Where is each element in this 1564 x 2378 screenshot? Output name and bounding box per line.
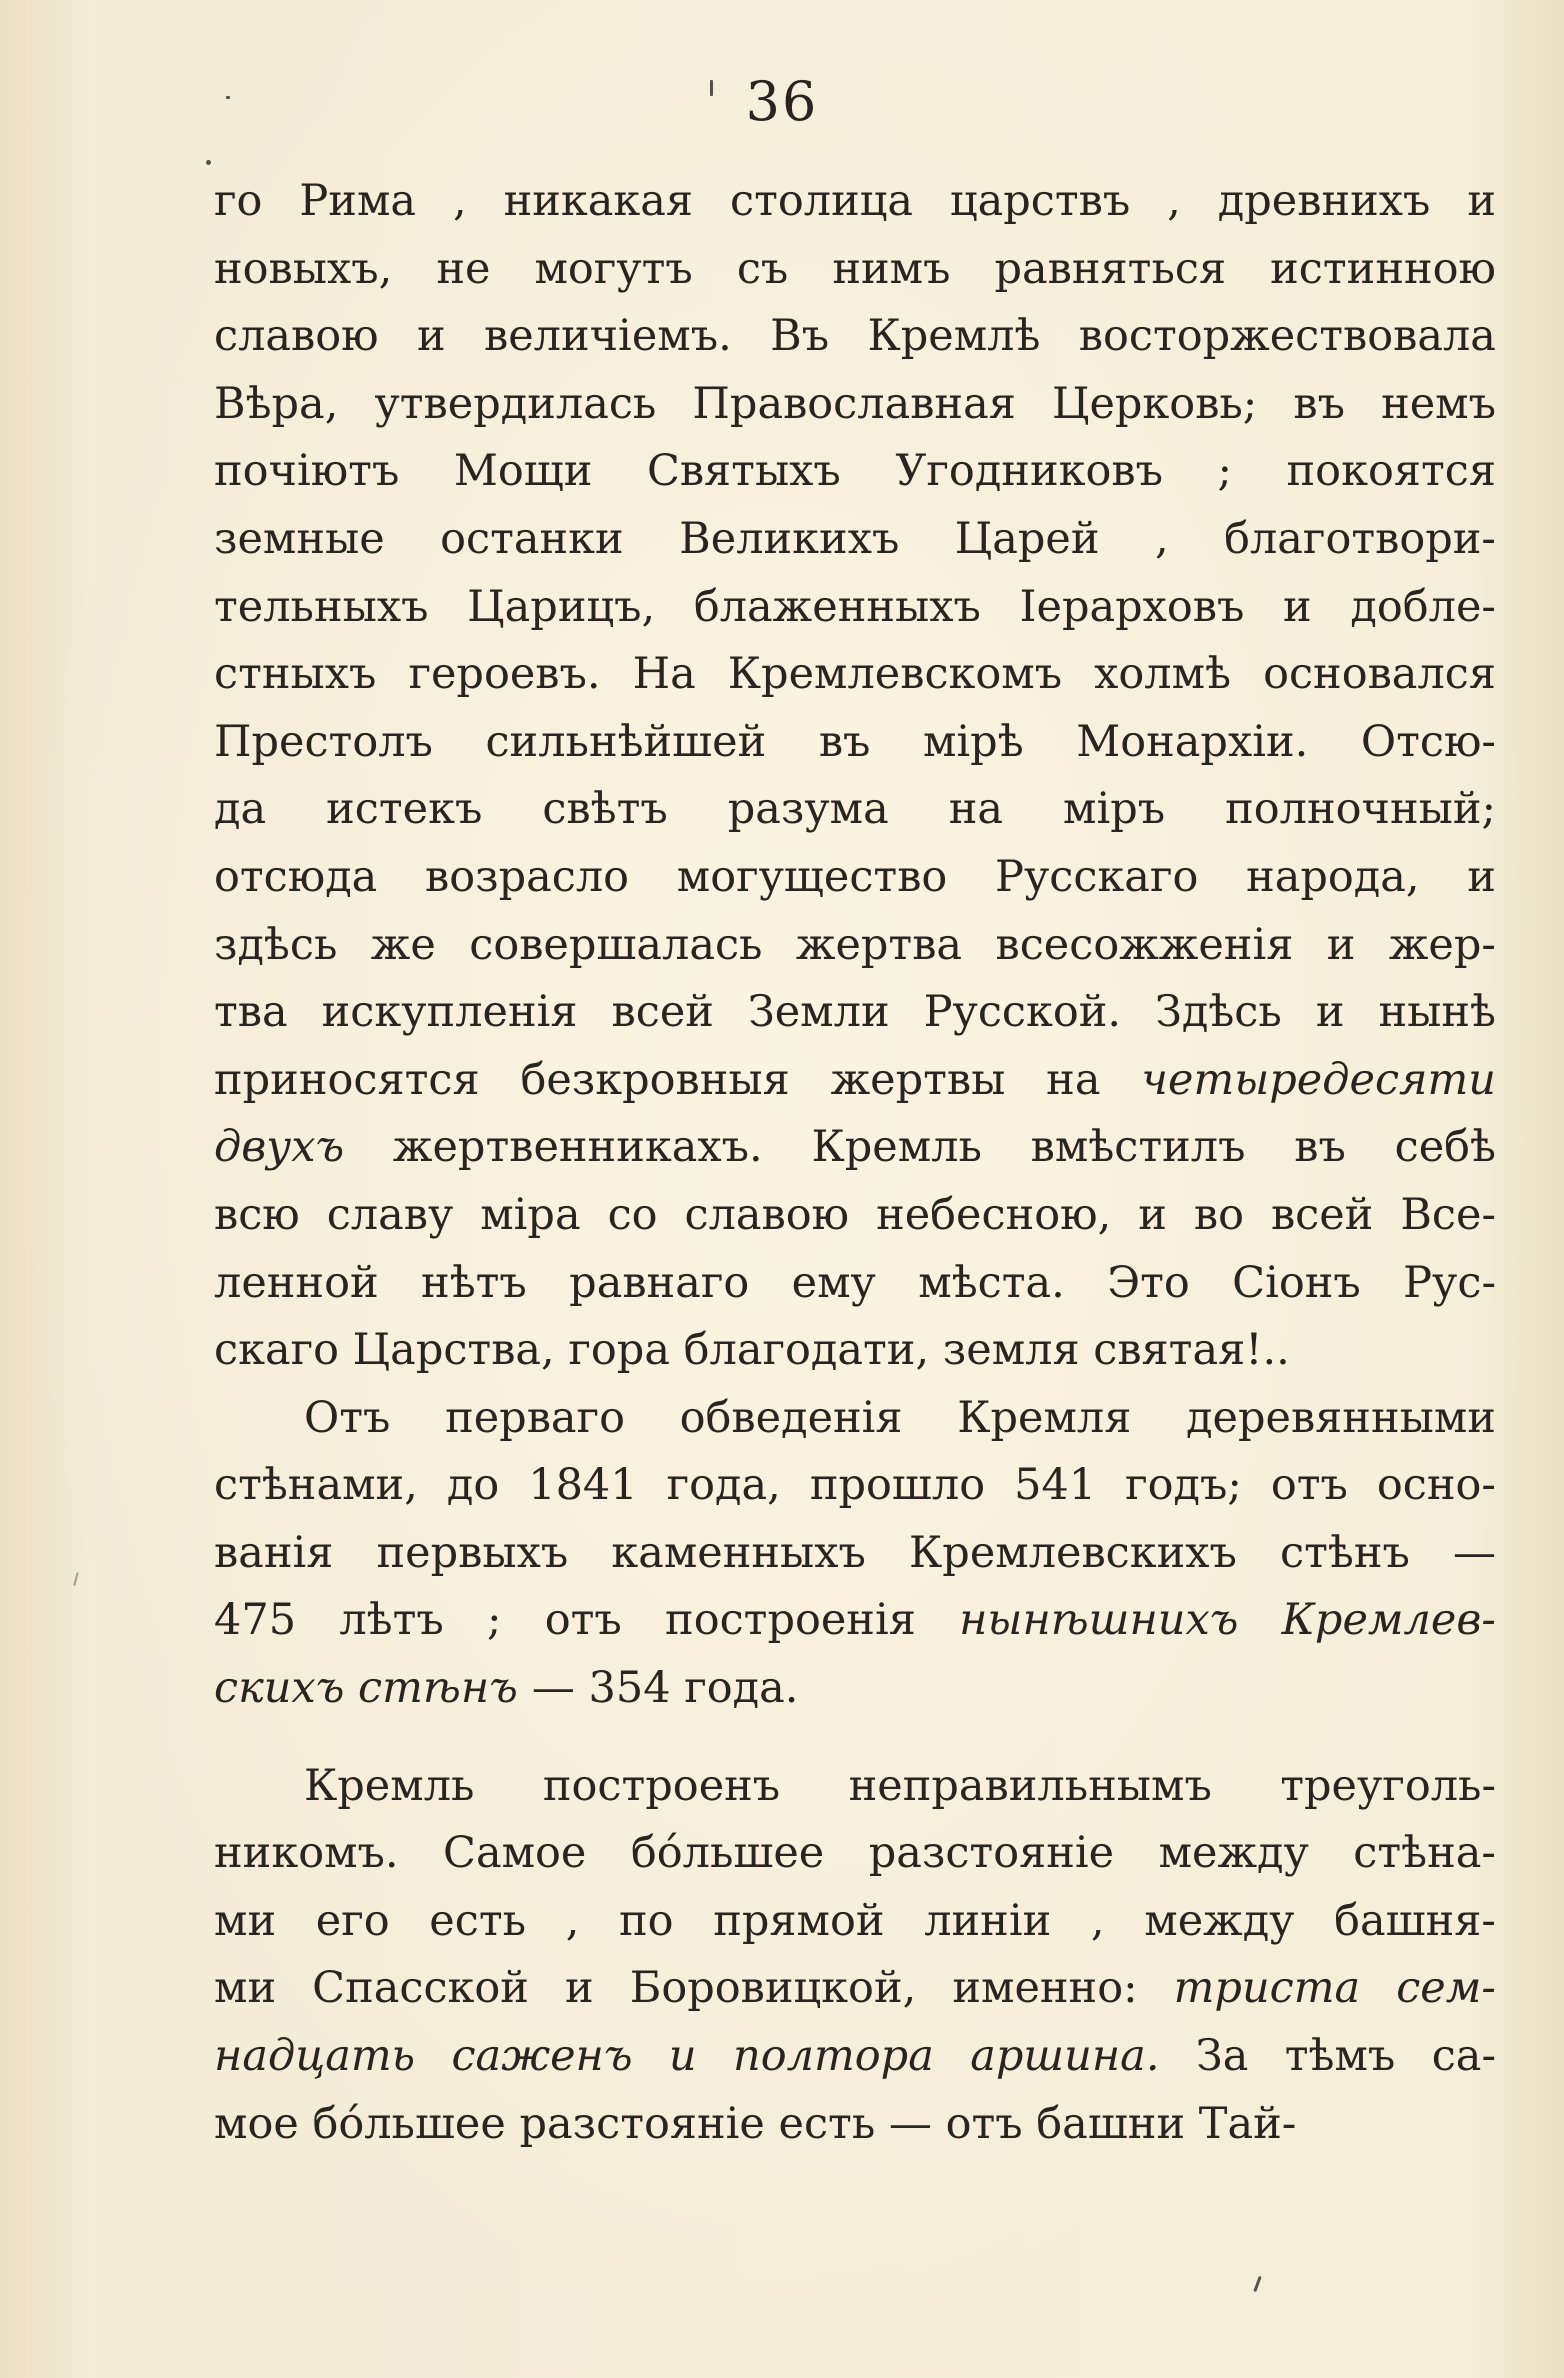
word: славу <box>326 1189 454 1240</box>
word: возрасло <box>425 851 630 902</box>
italic-word: саженъ <box>451 2031 633 2082</box>
word: са- <box>1431 2031 1496 2082</box>
word: ми <box>214 1895 277 1946</box>
word: отъ <box>1270 1460 1348 1511</box>
word: славою <box>214 311 379 362</box>
word: ванія <box>214 1527 334 1578</box>
text-line <box>214 303 1496 371</box>
word: мірѣ <box>922 716 1024 767</box>
word: именно: <box>952 1963 1138 2014</box>
word: Вѣра, <box>214 378 339 429</box>
word: года, <box>666 1460 781 1511</box>
italic-word: надцать <box>214 2031 416 2082</box>
word: построенія <box>665 1595 916 1646</box>
word: есть <box>429 1895 527 1946</box>
word: здѣсь <box>214 919 338 970</box>
text-line <box>214 1317 1496 1385</box>
word: царствъ <box>949 176 1131 226</box>
text-line <box>214 709 1496 777</box>
word: всей <box>611 987 714 1038</box>
word: и <box>1326 919 1356 970</box>
word: На <box>632 649 696 700</box>
word: , <box>452 176 467 226</box>
word: стѣна- <box>1353 1828 1496 1879</box>
word: со <box>607 1189 658 1240</box>
word: построенъ <box>542 1760 781 1811</box>
word: стѣнъ <box>1280 1527 1410 1578</box>
word: немъ <box>1381 378 1496 429</box>
word: могутъ <box>534 243 693 294</box>
word: и <box>565 1963 594 2014</box>
word: блаженныхъ <box>693 581 981 632</box>
word: неправильнымъ <box>848 1760 1212 1811</box>
word: треуголь- <box>1280 1760 1496 1811</box>
italic-word: полтора <box>733 2031 934 2082</box>
word: Великихъ <box>679 513 900 564</box>
word: съ <box>736 243 789 294</box>
stray-mark <box>710 80 713 96</box>
word: Царицъ, <box>467 581 656 632</box>
word: прошло <box>809 1460 986 1511</box>
stray-mark <box>226 96 230 99</box>
italic-word: триста <box>1173 1963 1361 2014</box>
word: разстояніе <box>868 1828 1115 1879</box>
word: линіи <box>924 1895 1052 1946</box>
word: го <box>214 176 263 226</box>
word: новыхъ, <box>214 243 393 294</box>
word: Это <box>1107 1257 1190 1308</box>
word: героевъ. <box>408 649 601 700</box>
word: древнихъ <box>1217 176 1431 226</box>
word: Здѣсь <box>1155 987 1282 1038</box>
word: всесожженія <box>995 919 1294 970</box>
word: ему <box>791 1257 876 1308</box>
word: покоятся <box>1286 446 1496 497</box>
word: между <box>1158 1828 1309 1879</box>
word: Кремля <box>957 1392 1132 1443</box>
word: отъ <box>544 1595 622 1646</box>
word: и <box>1283 581 1312 632</box>
word: Боровицкой, <box>629 1963 917 2014</box>
word: , <box>1154 513 1169 564</box>
text-line <box>214 1182 1496 1250</box>
word: совершалась <box>469 919 763 970</box>
word: останки <box>440 513 624 564</box>
word: славою <box>684 1189 850 1240</box>
word: Русской. <box>923 987 1122 1038</box>
word: Сіонъ <box>1232 1257 1361 1308</box>
word: 1841 <box>528 1460 638 1511</box>
word: ; <box>1217 446 1232 497</box>
word: Въ <box>770 311 830 362</box>
word: истинною <box>1270 243 1496 294</box>
text-line <box>214 2023 1496 2091</box>
word: столица <box>730 176 914 226</box>
word: тва <box>214 987 288 1038</box>
italic-word: четыредесяти <box>1141 1054 1496 1105</box>
word: равнаго <box>569 1257 750 1308</box>
word: вмѣстилъ <box>1030 1122 1246 1173</box>
word: и <box>1138 1189 1167 1240</box>
word: да <box>214 784 267 835</box>
word: — 354 года. <box>531 1663 799 1714</box>
word: перваго <box>445 1392 625 1443</box>
word: жертва <box>795 919 963 970</box>
text-line <box>214 371 1496 439</box>
text-line <box>214 236 1496 304</box>
italic-word: и <box>668 2031 697 2082</box>
word: Престолъ <box>214 716 433 767</box>
word: холмѣ <box>1094 649 1232 700</box>
word: Угодниковъ <box>895 446 1163 497</box>
word: каменныхъ <box>611 1527 866 1578</box>
word: первыхъ <box>376 1527 569 1578</box>
word: земные <box>214 513 385 564</box>
italic-word: двухъ <box>214 1122 345 1173</box>
word: народа, <box>1246 851 1420 902</box>
word: свѣтъ <box>542 784 668 835</box>
word: міра <box>480 1189 581 1240</box>
word: Церковь; <box>1051 378 1258 429</box>
italic-word: сем- <box>1396 1963 1496 2014</box>
text-line <box>214 1385 1496 1453</box>
word: искупленія <box>321 987 578 1038</box>
word: лѣтъ <box>339 1595 444 1646</box>
word: отсюда <box>214 851 378 902</box>
word: Кремлевскомъ <box>727 649 1063 700</box>
body-text <box>214 168 1496 2158</box>
italic-word: аршина. <box>970 2031 1160 2082</box>
word: Православная <box>692 378 1016 429</box>
word: обведенія <box>679 1392 903 1443</box>
word: осно- <box>1376 1460 1496 1511</box>
word: міръ <box>1063 784 1166 835</box>
word: всей <box>1270 1189 1374 1240</box>
italic-word: скихъ стѣнъ <box>214 1663 518 1714</box>
text-line <box>214 1250 1496 1318</box>
page-number: 36 <box>745 70 819 133</box>
word: же <box>370 919 436 970</box>
word: во <box>1193 1189 1244 1240</box>
word: утвердилась <box>374 378 657 429</box>
word: могущество <box>676 851 948 902</box>
word: между <box>1144 1895 1295 1946</box>
word: Кремлѣ <box>867 311 1041 362</box>
text-line <box>214 1114 1496 1182</box>
word: жертвы <box>830 1054 1006 1105</box>
word: и <box>1467 176 1496 226</box>
word: въ <box>818 716 871 767</box>
word: Святыхъ <box>646 446 841 497</box>
word: Царей <box>954 513 1100 564</box>
text-line <box>214 1587 1496 1655</box>
word: не <box>436 243 491 294</box>
word: Мощи <box>453 446 593 497</box>
stray-mark <box>73 1572 79 1586</box>
word: Самое <box>443 1828 587 1879</box>
word: бо́льшее <box>630 1828 825 1879</box>
word: основался <box>1263 649 1496 700</box>
text-line <box>214 912 1496 980</box>
text-line <box>214 1047 1496 1115</box>
word: всю <box>214 1189 300 1240</box>
word: приносятся <box>214 1054 480 1105</box>
word: въ <box>1294 1122 1346 1173</box>
word: истекъ <box>326 784 483 835</box>
stray-mark <box>206 160 211 165</box>
word: ленной <box>214 1257 379 1308</box>
stray-mark <box>1253 2276 1261 2292</box>
word: Русскаго <box>995 851 1199 902</box>
word: стѣнами, <box>214 1460 418 1511</box>
word: никакая <box>503 176 694 226</box>
text-line <box>214 1452 1496 1520</box>
italic-word: нынѣшнихъ <box>959 1595 1239 1646</box>
text-line <box>214 1955 1496 2023</box>
word: небесною, <box>876 1189 1112 1240</box>
word: , <box>1167 176 1181 226</box>
word: Рус- <box>1403 1257 1496 1308</box>
word: добле- <box>1350 581 1496 632</box>
word: прямой <box>713 1895 885 1946</box>
word: безкровныя <box>520 1054 790 1105</box>
word: разума <box>727 784 889 835</box>
text-line <box>214 844 1496 912</box>
word: скаго Царства, гора благодати, земля святая!.. <box>214 1325 1290 1376</box>
text-line <box>214 1820 1496 1888</box>
word: до <box>446 1460 500 1511</box>
word: — <box>1453 1527 1496 1578</box>
text-line <box>214 574 1496 642</box>
word: благотвори- <box>1224 513 1496 564</box>
text-line <box>214 2091 1496 2159</box>
word: Кремль <box>811 1122 982 1173</box>
word: Отъ <box>304 1392 391 1443</box>
word: деревянными <box>1186 1392 1496 1443</box>
word: на <box>1046 1054 1101 1105</box>
word: величіемъ. <box>484 311 732 362</box>
text-line <box>214 1520 1496 1588</box>
word: ; <box>486 1595 502 1646</box>
word: нѣтъ <box>421 1257 527 1308</box>
word: годъ; <box>1125 1460 1242 1511</box>
italic-word: Кремлев- <box>1281 1595 1496 1646</box>
word: полночный; <box>1225 784 1496 835</box>
word: никомъ. <box>214 1828 399 1879</box>
text-line <box>214 776 1496 844</box>
text-line <box>214 1753 1496 1821</box>
text-line <box>214 506 1496 574</box>
word: сильнѣйшей <box>485 716 767 767</box>
word: жертвенникахъ. <box>392 1122 763 1173</box>
word: Кремль <box>304 1760 475 1811</box>
word: нынѣ <box>1378 987 1496 1038</box>
text-line <box>214 979 1496 1047</box>
word: башня- <box>1334 1895 1496 1946</box>
word: по <box>619 1895 674 1946</box>
word: Земли <box>747 987 890 1038</box>
word: , <box>565 1895 580 1946</box>
word: ми <box>214 1963 277 2014</box>
word: и <box>1467 851 1496 902</box>
word: тѣмъ <box>1284 2031 1396 2082</box>
word: и <box>1315 987 1345 1038</box>
word: себѣ <box>1394 1122 1496 1173</box>
word: За <box>1195 2031 1249 2082</box>
word: , <box>1090 1895 1105 1946</box>
word: тельныхъ <box>214 581 429 632</box>
word: Отсю- <box>1360 716 1496 767</box>
word: Рима <box>299 176 417 226</box>
word: мѣста. <box>918 1257 1065 1308</box>
word: жер- <box>1388 919 1496 970</box>
word: Кремлевскихъ <box>909 1527 1237 1578</box>
text-line <box>214 1888 1496 1956</box>
word: 541 <box>1014 1460 1097 1511</box>
word: Іерарховъ <box>1019 581 1245 632</box>
word: равняться <box>994 243 1227 294</box>
word: мое бо́льшее разстояніе есть — отъ башни Тай- <box>214 2098 1297 2149</box>
text-line <box>214 1655 1496 1723</box>
word: въ <box>1293 378 1345 429</box>
text-line <box>214 168 1496 236</box>
word: и <box>416 311 446 362</box>
word: на <box>948 784 1004 835</box>
word: Спасской <box>312 1963 529 2014</box>
word: стныхъ <box>214 649 377 700</box>
word: Монархіи. <box>1076 716 1309 767</box>
text-line <box>214 438 1496 506</box>
word: почіютъ <box>214 446 400 497</box>
text-line <box>214 641 1496 709</box>
word: 475 <box>214 1595 297 1646</box>
word: его <box>315 1895 390 1946</box>
word: восторжествовала <box>1078 311 1496 362</box>
word: нимъ <box>832 243 951 294</box>
word: Все- <box>1400 1189 1496 1240</box>
